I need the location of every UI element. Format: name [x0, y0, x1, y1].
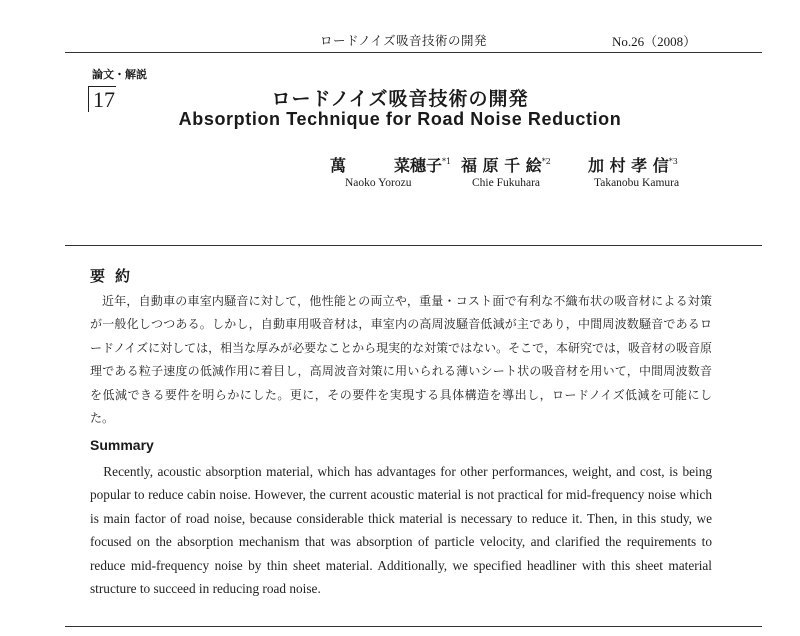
article-number: 17 — [88, 86, 116, 112]
running-head-issue: No.26（2008） — [612, 34, 697, 49]
article-category: 論文・解説 — [92, 68, 147, 81]
article-title-en: Absorption Technique for Road Noise Reduction — [178, 109, 622, 129]
header-rule — [65, 52, 762, 53]
running-head — [0, 31, 800, 51]
author-2-name-en: Chie Fukuhara — [472, 177, 541, 189]
summary-ja-heading: 要約 — [90, 267, 141, 285]
author-1-name-ja: 萬 菜穗子$^{*1}$ — [330, 156, 452, 175]
author-3-name-ja: 加 村 孝 信$^{*3}$ — [588, 156, 678, 175]
summary-en-heading: Summary — [90, 437, 154, 453]
author-3-name-en: Takanobu Kamura — [594, 177, 680, 189]
article-title-ja: ロードノイズ吸音技術の開発 — [271, 88, 529, 110]
footer-rule — [65, 626, 762, 627]
author-1-name-en: Naoko Yorozu — [345, 177, 412, 189]
summary-ja-body: 近年，自動車の車室内騒音に対して，他性能との両立や，重量・コスト面で有利な不織布状の吸音材による対策が一般化しつつある。しかし，自動車用吸音材は，車室内の高周波騒音低減が主であり，中間周波数騒音であるロードノイズに対しては，相当な厚みが必要なことから現実的な対策ではない。そこで，本研究では，吸音材の吸音原理である粒子速度の低減作用に着目し，高周波音対策に用いられる薄いシート状の吸音材を用いて，中間周波数音を低減できる要件を明らかにした。更に，その要件を実現する具体構造を導出し，ロードノイズ低減を可能にした。 — [90, 294, 712, 426]
summary-en-body: Recently, acoustic absorption material, which has advantages for other performances, weight, and cost, is being popular to reduce cabin noise. However, the current acoustic material is not practical for mid-frequency noise which is main factor of road noise, because considerable thick material is necessary to reduce it. Then, in this study, we focused on the absorption mechanism that was absorption of particle velocity, and clarified the requirements to reduce mid-frequency noise by thin sheet material. Additionally, we specified headliner with this sheet material structure to succeed in reducing road noise. — [90, 464, 712, 597]
author-2-name-ja: 福 原 千 絵$^{*2}$ — [461, 156, 551, 175]
running-head-title: ロードノイズ吸音技術の開発 — [320, 33, 488, 48]
section-rule — [65, 245, 762, 246]
